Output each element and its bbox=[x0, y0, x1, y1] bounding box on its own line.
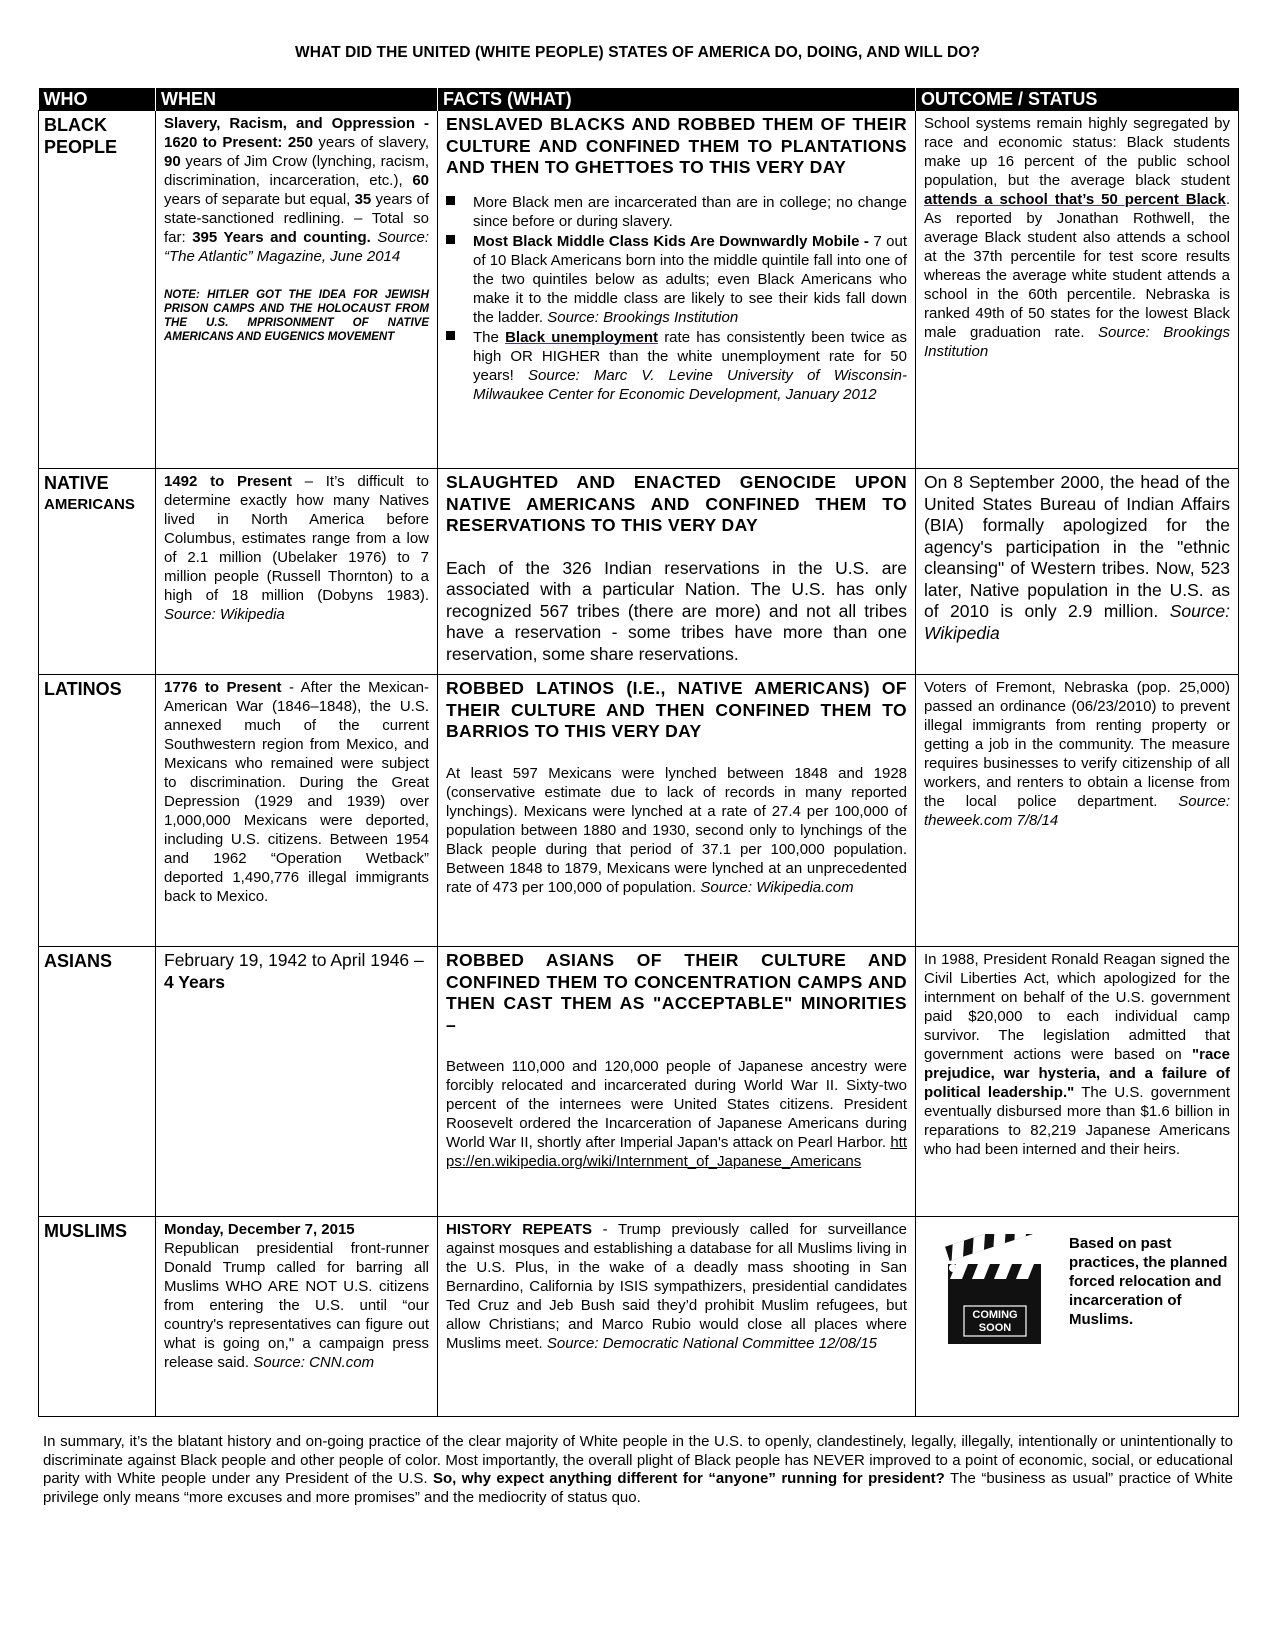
fact-text: 7 out of 10 Black Americans born into the middle quintile fall into one of the two quintiles below as adults; even Black Americans who make it to the middle class are likely to see their kids fall down the ladder. bbox=[473, 232, 908, 326]
coming-soon-caption: Based on past practices, the planned forced relocation and incarceration of Muslims. bbox=[1069, 1235, 1228, 1328]
source-citation: Source: Wikipedia bbox=[164, 606, 285, 623]
source-citation: Source: Democratic National Committee 12/08/15 bbox=[546, 1335, 878, 1352]
black-unemployment-link[interactable]: Black unemployment bbox=[505, 328, 658, 346]
page-title: WHAT DID THE UNITED (WHITE PEOPLE) STATES OF AMERICA DO, DOING, AND WILL DO? bbox=[295, 44, 980, 61]
when-cell bbox=[156, 675, 438, 947]
when-cell bbox=[156, 469, 438, 675]
who-label: NATIVE bbox=[44, 473, 109, 493]
stat-number: 90 bbox=[164, 153, 181, 170]
square-bullet-icon bbox=[446, 235, 455, 244]
facts-body bbox=[446, 1057, 907, 1171]
who-cell bbox=[39, 111, 156, 469]
summary-text: In summary, it’s the blatant history and on-going practice of the clear majority of White people in the U.S. to openly, clandestinely, legally, illegally, intentionally or unintentionally to discriminate against Black people and other people of color. Most importantly, the overall plight of Black people has NEVER improved to a point of economic, social, or educational parity with White people under any President of the U.S. bbox=[43, 1433, 1233, 1487]
facts-cell bbox=[438, 1217, 916, 1417]
summary-paragraph bbox=[43, 1433, 1233, 1507]
facts-heading: SLAUGHTED AND ENACTED GENOCIDE UPON NATIVE AMERICANS AND CONFINED THEM TO RESERVATIONS TO THIS VERY DAY bbox=[446, 472, 907, 535]
outcome-cell bbox=[916, 1217, 1239, 1417]
summary-question: So, why expect anything different for “anyone” running for president? bbox=[432, 1470, 945, 1487]
facts-cell bbox=[438, 675, 916, 947]
source-citation: Source: Brookings Institution bbox=[924, 324, 1230, 360]
history-table bbox=[38, 88, 1239, 1417]
outcome-cell bbox=[916, 947, 1239, 1217]
facts-body bbox=[446, 764, 907, 897]
source-citation: Source: “The Atlantic” Magazine, June 2014 bbox=[164, 229, 430, 265]
stat-number: 250 bbox=[287, 134, 313, 151]
when-period: Monday, December 7, 2015 bbox=[164, 1221, 355, 1238]
square-bullet-icon bbox=[446, 331, 455, 340]
outcome-cell bbox=[916, 469, 1239, 675]
stat-number: 60 bbox=[412, 172, 429, 189]
when-period: 1492 to Present bbox=[164, 473, 292, 490]
facts-list bbox=[446, 193, 907, 404]
header-facts: FACTS (WHAT) bbox=[438, 88, 916, 111]
total-years: 395 Years and counting. bbox=[192, 229, 371, 246]
source-citation: Source: Wikipedia.com bbox=[700, 878, 854, 896]
source-citation: Source: CNN.com bbox=[253, 1354, 375, 1371]
outcome-text: School systems remain highly segregated by race and economic status: Black students make up 16 percent of the public school population, but the average black student bbox=[924, 115, 1230, 189]
list-item bbox=[446, 232, 907, 327]
facts-heading: ROBBED ASIANS OF THEIR CULTURE AND CONFINED THEM TO CONCENTRATION CAMPS AND THEN CAST THEM AS "ACCEPTABLE" MINORITIES – bbox=[446, 950, 907, 1035]
school-segregation-link[interactable]: attends a school that’s 50 percent Black bbox=[924, 191, 1226, 208]
facts-cell bbox=[438, 469, 916, 675]
table-row bbox=[39, 469, 1239, 675]
when-text: years of separate but equal, bbox=[164, 191, 355, 208]
when-text: - After the Mexican-American War (1846–1848), the U.S. annexed much of the current Southwestern region from Mexico, and Mexicans who remained were subject to discrimination. During the Great Depression (1929 and 1939) over 1,000,000 Mexicans were deported, including U.S. citizens. Between 1954 and 1962 “Operation Wetback” deported 1,490,776 illegal immigrants back to Mexico. bbox=[164, 679, 430, 905]
facts-body: Each of the 326 Indian reservations in the U.S. are associated with a particular Nation. The U.S. has only recognized 567 tribes (there are more) and not all tribes have a reservation - some tribes have more than one reservation, some share reservations. bbox=[446, 557, 907, 664]
table-row bbox=[39, 1217, 1239, 1417]
list-item bbox=[446, 328, 907, 404]
fact-text: At least 597 Mexicans were lynched between 1848 and 1928 (conservative estimate due to lack of records in many reported lynchings). Mexicans were lynched at a rate of 27.4 per 100,000 of population between 1880 and 1930, second only to lynchings of the Black people during that period of 37.1 per 100,000 population. Between 1848 to 1879, Mexicans were lynched at an unprecedented rate of 473 per 100,000 of population. bbox=[446, 764, 907, 896]
when-cell bbox=[156, 947, 438, 1217]
when-period: 1776 to Present bbox=[164, 679, 282, 696]
who-label: PEOPLE bbox=[44, 137, 118, 157]
when-text: February 19, 1942 to April 1946 – bbox=[164, 950, 424, 970]
list-item bbox=[446, 193, 907, 231]
outcome-text: On 8 September 2000, the head of the United States Bureau of Indian Affairs (BIA) formally apologized for the agency's participation in the "ethnic cleansing" of Western tribes. Now, 523 later, Native population in the U.S. as of 2010 is only 2.9 million. bbox=[924, 472, 1230, 621]
when-text: years of slavery, bbox=[312, 134, 430, 151]
who-cell bbox=[39, 675, 156, 947]
header-who: WHO bbox=[39, 88, 156, 111]
when-duration: 4 Years bbox=[164, 971, 225, 992]
fact-text: rate has consistently been twice as high OR HIGHER than the white unemployment rate for 50 years! bbox=[473, 328, 908, 384]
fact-text: - Trump previously called for surveillance against mosques and establishing a database for all Muslims living in the U.S. Plus, in the wake of a deadly mass shooting in San Bernardino, California by ISIS sympathizers, presidential candidates Ted Cruz and Jeb Bush said they’d prohibit Muslim refugees, but allow Christians; and Marco Rubio would close all places where Muslims meet. bbox=[446, 1221, 907, 1352]
stat-number: 35 bbox=[354, 191, 372, 208]
fact-text: Between 110,000 and 120,000 people of Japanese ancestry were forcibly relocated and incarcerated during World War II. Sixty-two percent of the internees were United States citizens. President Roosevelt ordered the Incarceration of Japanese Americans during World War II, shortly after Imperial Japan's attack on Pearl Harbor. bbox=[446, 1058, 907, 1151]
table-header-row bbox=[39, 88, 1239, 111]
wikipedia-internment-link[interactable]: https://en.wikipedia.org/wiki/Internment_of_Japanese_Americans bbox=[446, 1134, 907, 1170]
who-cell bbox=[39, 469, 156, 675]
outcome-text: . As reported by Jonathan Rothwell, the average Black student also attends a school at the 37th percentile for test score results whereas the average white student attends a school in the 60th percentile. Nebraska is ranked 49th of 50 states for the lowest Black male graduation rate. bbox=[924, 191, 1230, 341]
facts-heading: ROBBED LATINOS (I.E., NATIVE AMERICANS) OF THEIR CULTURE AND THEN CONFINED THEM TO BARRIOS TO THIS VERY DAY bbox=[446, 678, 907, 741]
who-cell bbox=[39, 1217, 156, 1417]
facts-heading: HISTORY REPEATS bbox=[446, 1221, 592, 1238]
clapper-text-coming: COMING bbox=[972, 1309, 1018, 1321]
summary-text: The “business as usual” practice of White privilege only means “more excuses and more promises” and the mediocrity of status quo. bbox=[43, 1470, 1233, 1506]
table-row bbox=[39, 947, 1239, 1217]
who-label: ASIANS bbox=[44, 951, 113, 971]
table-row bbox=[39, 111, 1239, 469]
source-citation: Source: Brookings Institution bbox=[547, 308, 739, 326]
fact-bold: Most Black Middle Class Kids Are Downwardly Mobile - bbox=[473, 232, 869, 250]
header-outcome: OUTCOME / STATUS bbox=[916, 88, 1239, 111]
who-cell bbox=[39, 947, 156, 1217]
when-text: – It’s difficult to determine exactly how many Natives lived in North America before Columbus, estimates range from a low of 2.1 million (Ubelaker 1976) to 7 million people (Russell Thornton) to a high of 18 million (Dobyns 1983). bbox=[164, 473, 429, 604]
when-cell bbox=[156, 1217, 438, 1417]
hitler-note: NOTE: HITLER GOT THE IDEA FOR JEWISH PRISON CAMPS AND THE HOLOCAUST FROM THE U.S. MPRISONMENT OF NATIVE AMERICANS AND EUGENICS MOVEMENT bbox=[164, 289, 429, 343]
when-text: Republican presidential front-runner Donald Trump called for barring all Muslims WHO ARE NOT U.S. citizens from entering the U.S. until “our country's representatives can figure out what is going on," a campaign press release said. bbox=[164, 1240, 429, 1371]
who-label: MUSLIMS bbox=[44, 1221, 127, 1241]
who-label: AMERICANS bbox=[44, 496, 135, 513]
when-text: years of Jim Crow (lynching, racism, discrimination, incarceration, etc.), bbox=[164, 153, 429, 189]
table-row bbox=[39, 675, 1239, 947]
facts-cell bbox=[438, 111, 916, 469]
header-when: WHEN bbox=[156, 88, 438, 111]
facts-heading: ENSLAVED BLACKS AND ROBBED THEM OF THEIR CULTURE AND CONFINED THEM TO PLANTATIONS AND THEN TO GHETTOES TO THIS VERY DAY bbox=[446, 114, 907, 177]
source-citation: Source: Wikipedia bbox=[924, 601, 1230, 643]
clapper-text-soon: SOON bbox=[978, 1322, 1012, 1334]
coming-soon-block bbox=[924, 1234, 1230, 1348]
when-text: years of state-sanctioned redlining. – Total so far: bbox=[164, 191, 429, 246]
when-period: Slavery, Racism, and Oppression - 1620 to Present: bbox=[164, 115, 429, 151]
when-cell bbox=[156, 111, 438, 469]
source-citation: Source: Marc V. Levine University of Wisconsin-Milwaukee Center for Economic Development, January 2012 bbox=[473, 366, 907, 403]
outcome-quote: "race prejudice, war hysteria, and a failure of political leadership." bbox=[924, 1046, 1230, 1101]
outcome-text: Voters of Fremont, Nebraska (pop. 25,000) passed an ordinance (06/23/2010) to prevent illegal immigrants from renting property or getting a job in the community. The measure requires businesses to verify citizenship of all workers, and renters to obtain a license from the local police department. bbox=[924, 679, 1230, 810]
outcome-cell bbox=[916, 111, 1239, 469]
who-label: LATINOS bbox=[44, 679, 122, 699]
outcome-cell bbox=[916, 675, 1239, 947]
source-citation: Source: theweek.com 7/8/14 bbox=[924, 793, 1230, 829]
fact-text: The bbox=[473, 328, 506, 346]
facts-cell bbox=[438, 947, 916, 1217]
fact-text: More Black men are incarcerated than are in college; no change since before or during slavery. bbox=[473, 193, 907, 230]
outcome-text: In 1988, President Ronald Reagan signed the Civil Liberties Act, which apologized for the internment on behalf of the U.S. government paid $20,000 to each individual camp survivor. The legislation admitted that government actions were based on bbox=[924, 951, 1230, 1063]
outcome-text: The U.S. government eventually disbursed more than $1.6 billion in reparations to 82,219 Japanese Americans who had been interned and their heirs. bbox=[924, 1084, 1230, 1158]
who-label: BLACK bbox=[44, 115, 107, 135]
square-bullet-icon bbox=[446, 196, 455, 205]
clapperboard-icon bbox=[942, 1234, 1047, 1348]
